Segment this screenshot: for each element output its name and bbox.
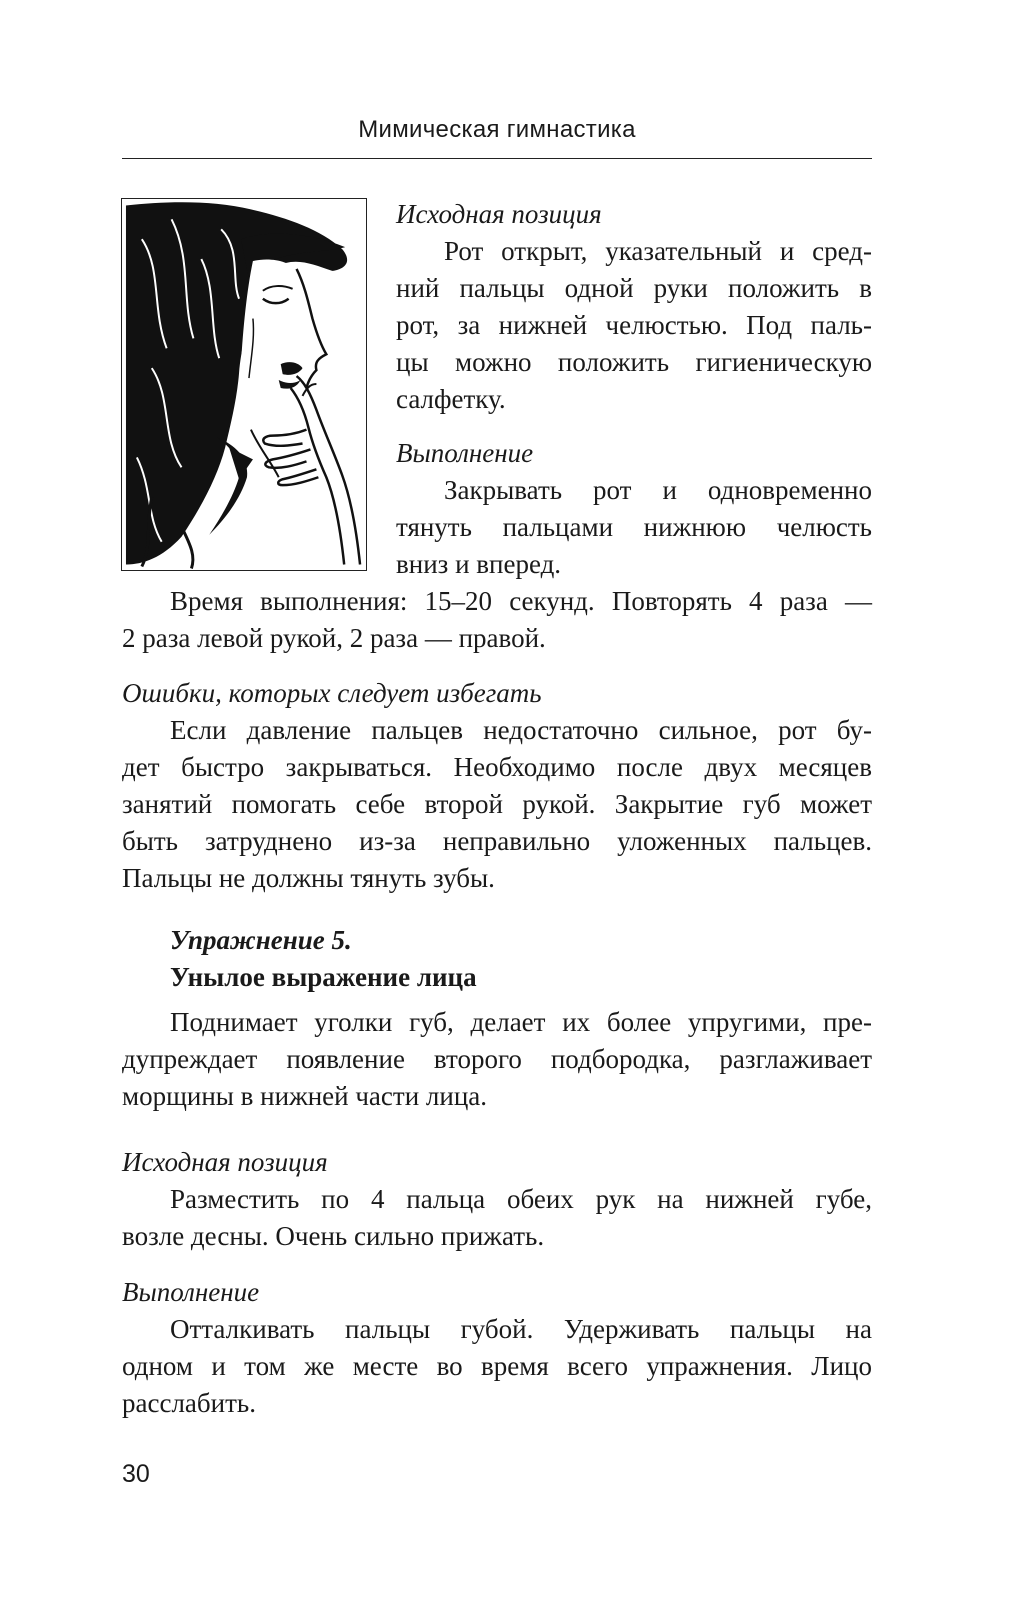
page-number: 30: [122, 1460, 150, 1488]
woman-face-illustration-icon: [121, 198, 367, 571]
text-line: возле десны. Очень сильно прижать.: [122, 1221, 545, 1251]
text-line: Рот открыт, указательный и сред-: [444, 236, 872, 266]
section-heading: Ошибки, которых следует избегать: [122, 678, 542, 708]
section-execution: [396, 435, 872, 583]
section-heading: Исходная позиция: [122, 1147, 328, 1177]
exercise-heading: [122, 922, 872, 996]
text-line: салфетку.: [396, 384, 506, 414]
text-line: Поднимает уголки губ, делает их более упругими, пре-: [170, 1007, 872, 1037]
text-line: тянуть пальцами нижнюю челюсть: [396, 512, 872, 542]
text-line: морщины в нижней части лица.: [122, 1081, 488, 1111]
text-line: 2 раза левой рукой, 2 раза — правой.: [122, 623, 546, 653]
text-line: дет быстро закрываться. Необходимо после двух месяцев: [122, 752, 872, 782]
section-heading: Исходная позиция: [396, 199, 602, 229]
section-heading: Выполнение: [122, 1277, 260, 1307]
exercise-title: Унылое выражение лица: [170, 962, 477, 992]
text-line: рот, за нижней челюстью. Под паль-: [396, 310, 872, 340]
text-line: Время выполнения: 15–20 секунд. Повторять 4 раза —: [170, 586, 872, 616]
running-title: Мимическая гимнастика: [358, 116, 636, 143]
text-line: занятий помогать себе второй рукой. Закрытие губ может: [122, 789, 872, 819]
text-line: дупреждает появление второго подбородка, разглаживает: [122, 1044, 872, 1074]
section-errors: [122, 675, 872, 897]
text-line: расслабить.: [122, 1388, 256, 1418]
text-line: Разместить по 4 пальца обеих рук на нижней губе,: [170, 1184, 872, 1214]
exercise-label: Упражнение 5.: [170, 925, 352, 955]
section-start-position: [396, 196, 872, 418]
header-rule: [122, 158, 872, 159]
text-line: Отталкивать пальцы губой. Удерживать пальцы на: [170, 1314, 872, 1344]
exercise-execution: [122, 1274, 872, 1422]
text-line: ний пальцы одной руки положить в: [396, 273, 872, 303]
section-heading: Выполнение: [396, 438, 534, 468]
text-line: цы можно положить гигиеническую: [396, 347, 872, 377]
text-line: Закрывать рот и одновременно: [444, 475, 872, 505]
text-line: одном и том же месте во время всего упражнения. Лицо: [122, 1351, 872, 1381]
text-line: быть затруднено из-за неправильно уложенных пальцев.: [122, 826, 872, 856]
exercise-intro: [122, 1004, 872, 1115]
text-line: Если давление пальцев недостаточно сильное, рот бу-: [170, 715, 872, 745]
text-line: Пальцы не должны тянуть зубы.: [122, 863, 495, 893]
text-line: вниз и вперед.: [396, 549, 562, 579]
exercise-start-position: [122, 1144, 872, 1255]
execution-time-paragraph: [122, 583, 872, 657]
